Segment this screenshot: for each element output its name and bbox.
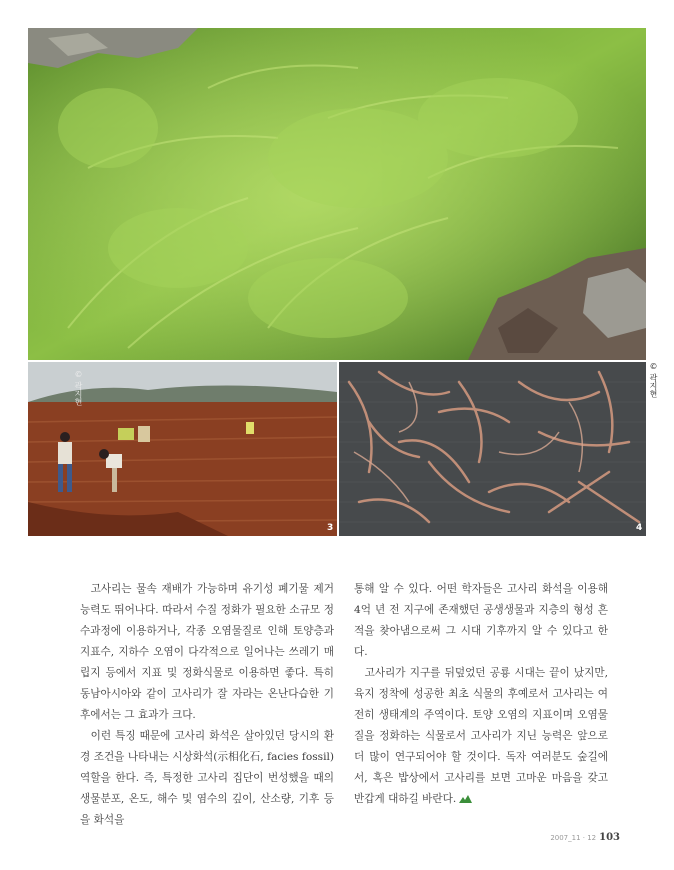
article-column-left — [80, 579, 334, 831]
page-footer — [550, 832, 620, 843]
stems-photo-illustration — [339, 362, 646, 536]
paragraph: 이런 특징 때문에 고사리 화석은 살아있던 당시의 환경 조건을 나타내는 시상화석(示相化石, facies fossil) 역할을 한다. 즉, 특정한 고사리 집단이 번성했을 때의 생물분포, 온도, 해수 및 염수의 깊이, 산소량, 기후 등을 화석을 — [80, 730, 334, 826]
stems-photo — [339, 362, 646, 536]
fern-photo — [28, 28, 646, 360]
field-photo-credit: © 곽지현 — [74, 370, 83, 406]
paragraph-with-end-mark — [354, 663, 608, 810]
page-number: 103 — [599, 832, 620, 843]
stems-photo-number: 4 — [636, 523, 643, 533]
article-column-right — [354, 579, 608, 810]
issue-label: 2007_11 · 12 — [550, 834, 597, 842]
paragraph: 고사리는 물속 재배가 가능하며 유기성 폐기물 제거 능력도 뛰어나다. 따라서 수질 정화가 필요한 소규모 정수과정에 이용하거나, 각종 오염물질로 인해 토양층과 지표수, 지하수 오염이 다각적으로 일어나는 쓰레기 매립지 등에서 지표 및 정화식물로 이용하면 좋다. 특히 동남아시아와 같이 고사리가 잘 자라는 온난다습한 기후에서는 그 효과가 크다. — [80, 583, 334, 721]
stems-photo-credit: © 곽지현 — [649, 362, 658, 398]
paragraph: 통해 알 수 있다. 어떤 학자들은 고사리 화석을 이용해 4억 년 전 지구에 존재했던 공생생물과 지층의 형성 흔적을 찾아냄으로써 그 시대 기후까지 알 수 있다고 한다. — [354, 583, 608, 658]
mountain-end-icon — [459, 795, 472, 803]
paragraph: 고사리가 지구를 뒤덮었던 공룡 시대는 끝이 났지만, 육지 정착에 성공한 최초 식물의 후예로서 고사리는 여전히 생태계의 주역이다. 토양 오염의 지표이며 오염물질을 정화하는 식물로서 고사리가 지닌 능력은 앞으로 더 많이 연구되어야 할 것이다. 독자 여러분도 숲길에서, 혹은 밥상에서 고사리를 보면 고마운 마음을 갖고 반갑게 대하길 바란다. — [354, 667, 608, 805]
fern-photo-illustration — [28, 28, 646, 360]
field-photo-number: 3 — [327, 523, 334, 533]
